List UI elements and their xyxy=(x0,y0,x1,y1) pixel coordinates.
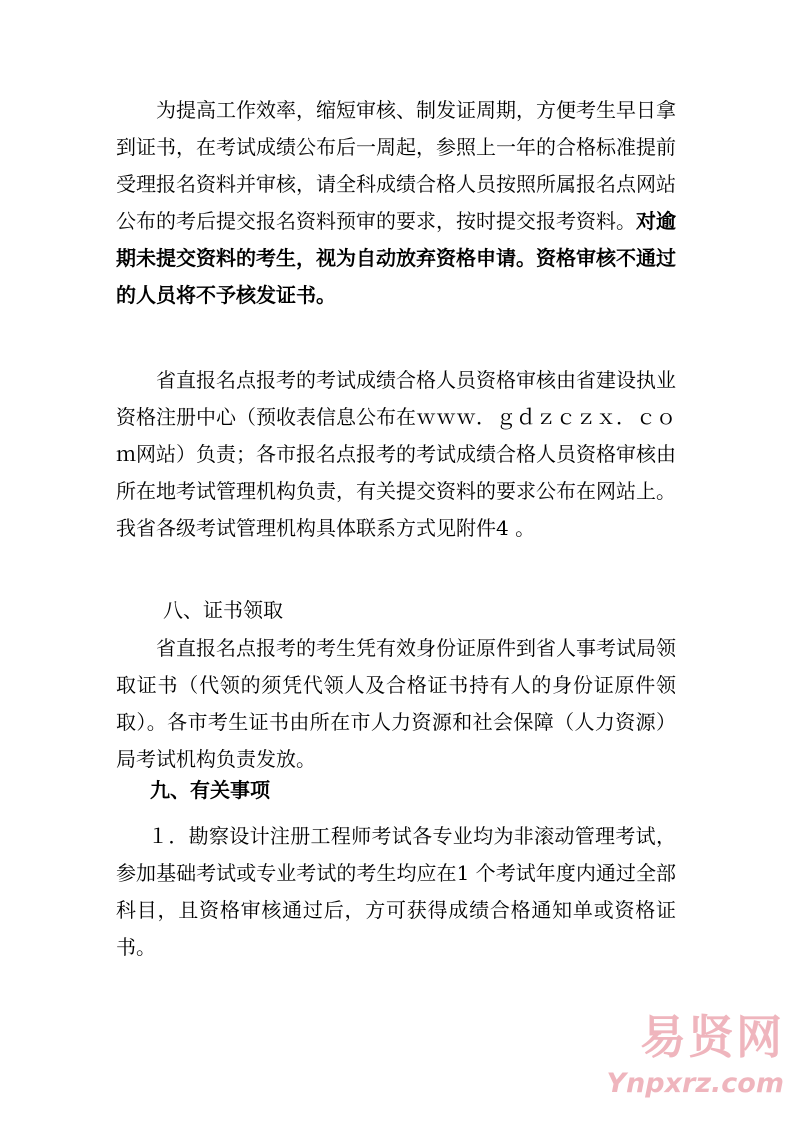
watermark-url-text: Ynpxrz.com xyxy=(606,1068,784,1099)
paragraph-qualification-review: 省直报名点报考的考试成绩合格人员资格审核由省建设执业资格注册中心（预收表信息公布在ｗｗｗ．ｇｄｚｃｚｘ．ｃｏｍ网站）负责；各市报名点报考的考试成绩合格人员资格审核由所在地考试管理机构负责，有关提交资料的要求公布在网站上。我省各级考试管理机构具体联系方式见附件4 。 xyxy=(116,368,676,540)
paragraph-review-warning: 对逾期未提交资料的考生，视为自动放弃资格申请。资格审核不通过的人员将不予核发证书。 xyxy=(116,209,676,307)
paragraph-review-text: 为提高工作效率，缩短审核、制发证周期，方便考生早日拿到证书，在考试成绩公布后一周起，参照上一年的合格标准提前受理报名资料并审核，请全科成绩合格人员按照所属报名点网站公布的考后提交报名资料预审的要求，按时提交报考资料。 xyxy=(116,98,676,233)
paragraph-certificate-review xyxy=(116,92,676,314)
watermark-logo xyxy=(606,1010,790,1114)
section-heading-certificate-collection: 八、证书领取 xyxy=(163,598,283,622)
paragraph-related-matters-1: １．勘察设计注册工程师考试各专业均为非滚动管理考试，参加基础考试或专业考试的考生均应在1 个考试年度内通过全部科目，且资格审核通过后，方可获得成绩合格通知单或资格证书。 xyxy=(116,824,676,959)
watermark-chinese-text: 易贤网 xyxy=(640,1010,784,1064)
paragraph-certificate-collection: 省直报名点报考的考生凭有效身份证原件到省人事考试局领取证书（代领的须凭代领人及合格证书持有人的身份证原件领取）。各市考生证书由所在市人力资源和社会保障（人力资源）局考试机构负责发放。 xyxy=(116,636,676,771)
section-heading-related-matters: 九、有关事项 xyxy=(150,778,270,802)
